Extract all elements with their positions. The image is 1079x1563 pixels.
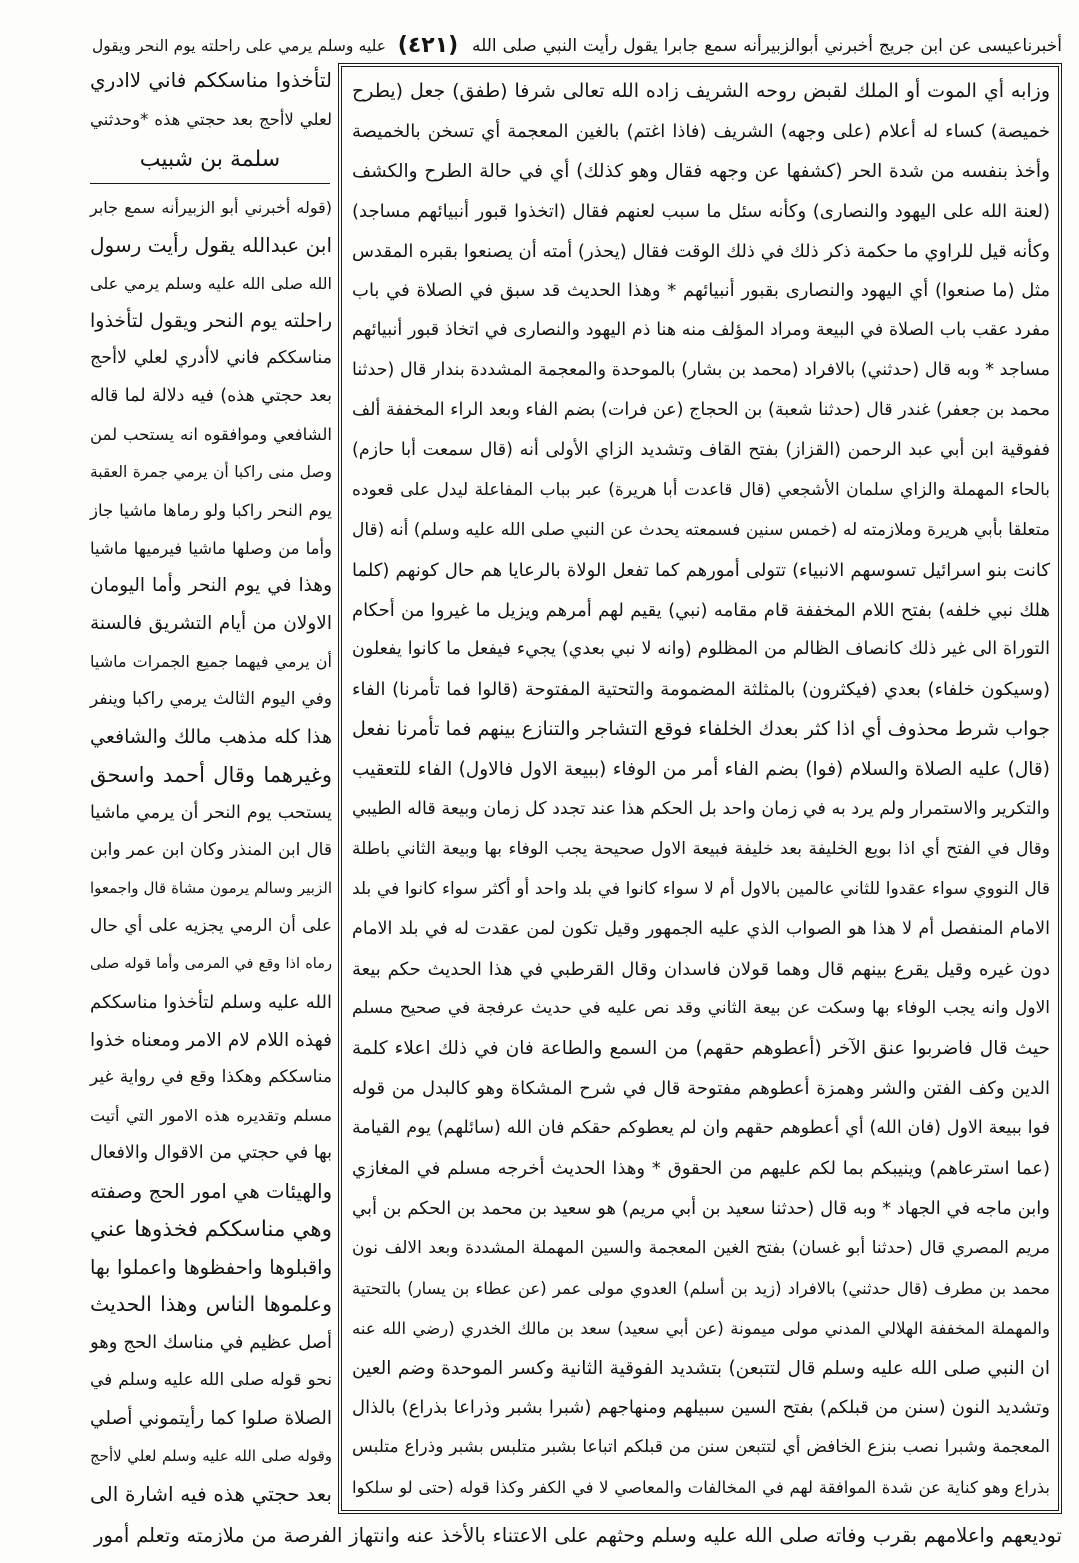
main-commentary-line	[350, 311, 1050, 351]
main-commentary-line-text: والمهملة المخففة الهلالي المدني مولى ميمونة (عن أبي سعيد) سعد بن مالك الخدري (رضي الله عنه	[352, 1318, 1050, 1338]
main-commentary-line-text: (قال) عليه الصلاة والسلام (فوا) بضم الفاء أمر من الوفاء (ببيعة الاول فالاول) الفاء للتعقيب	[352, 759, 1050, 781]
margin-commentary-line-text: ابن عبدالله يقول رأيت رسول	[90, 232, 332, 257]
margin-commentary-line	[88, 227, 332, 265]
running-header-right	[470, 28, 1062, 64]
main-commentary-line	[350, 1149, 1050, 1189]
main-commentary-line-text: مريم المصري قال (حدثنا أبو غسان) بفتح الغين المعجمة والسين المهملة المشددة وبعد الالف نون	[352, 1237, 1050, 1258]
margin-commentary-line	[88, 1438, 332, 1476]
main-commentary-line	[350, 790, 1050, 830]
hadith-text-column	[88, 60, 332, 180]
main-commentary-line	[350, 391, 1050, 431]
margin-commentary-line-text: وغيرهما وقال أحمد واسحق	[90, 762, 332, 787]
main-commentary-line-text: كانت بنو اسرائيل تسوسهم الانبياء) تتولى أمورهم كما تفعل الولاة بالرعايا هم حال كونهم (كلما	[352, 559, 1050, 581]
main-commentary-line-text: (لعنة الله على اليهود والنصارى) وكأنه سئل ما سبب لعنهم فقال (اتخذوا قبور أنبيائهم مساجد)	[352, 200, 1050, 222]
main-commentary-line-text: قال النووي سواء عقدوا للثاني عالمين بالاول أم لا سواء كانوا في بلد واحد أو أكثر سواء كانوا في بلد	[352, 878, 1050, 899]
margin-commentary-line	[88, 1249, 332, 1287]
margin-commentary-line	[88, 303, 332, 341]
margin-commentary-line-text: مسلم وتقديره هذه الامور التي أتيت	[90, 1106, 332, 1126]
main-commentary-line	[350, 1229, 1050, 1269]
margin-commentary-line	[88, 1097, 332, 1135]
margin-commentary-line-text: وأما من وصلها ماشيا فيرميها ماشيا	[90, 538, 332, 558]
main-commentary-line	[350, 152, 1050, 192]
margin-commentary-line-text: مناسككم وهكذا وقع في رواية غير	[90, 1067, 332, 1088]
main-commentary-line-text: دون غيره وقيل يقرع بينهم قال وهما قولان فاسدان وقال القرطبي في هذا الحديث حكم بيعة	[352, 958, 1050, 980]
main-commentary-line-text: (وسيكون خلفاء) بعدي (فيكثرون) بالمثلثة المضمومة والتحتية المفتوحة (قالوا فما تأمرنا) الفاء	[352, 679, 1050, 701]
main-commentary-line	[350, 710, 1050, 750]
main-commentary-line	[350, 591, 1050, 631]
margin-commentary-line	[88, 832, 332, 870]
main-commentary-line-text: محمد بن جعفر) غندر قال (حدثنا شعبة) بن الحجاج (عن فرات) بضم الفاء وبعد الراء المخففة ألف	[352, 400, 1050, 421]
margin-commentary-line-text: الزبير وسالم يرمون مشاة قال واجمعوا	[90, 879, 332, 898]
main-commentary-line-text: ففوقية ابن أبي عبد الرحمن (القزاز) بفتح القاف وتشديد الزاي الأولى أنه (قال سمعت أبا حازم)	[352, 440, 1050, 461]
main-commentary-line	[350, 989, 1050, 1029]
main-commentary-line	[350, 431, 1050, 471]
margin-commentary-line	[88, 1173, 332, 1211]
margin-commentary-line	[88, 681, 332, 719]
main-commentary-line-text: الدين وكف الفتن والشر وهمزة أعطوهم مفتوحة قال في شرح المشكاة وهو كالبدل من قوله	[352, 1078, 1050, 1100]
main-commentary	[350, 72, 1050, 1508]
hadith-text-line-text: لتأخذوا مناسككم فاني لاادري	[90, 68, 332, 92]
margin-commentary-line	[88, 1362, 332, 1400]
main-commentary-line	[350, 112, 1050, 152]
margin-commentary-line-text: قال ابن المنذر وكان ابن عمر وابن	[90, 840, 332, 861]
main-commentary-line	[350, 1189, 1050, 1229]
margin-commentary-line-text: وعلموها الناس وهذا الحديث	[90, 1292, 332, 1317]
margin-commentary-line	[88, 1476, 332, 1514]
main-commentary-line-text: خميصة) كساء له أعلام (على وجهه) الشريف (فاذا اغتم) بالغين المعجمة أي تسخن بالخميصة	[352, 120, 1050, 142]
margin-commentary-line	[88, 984, 332, 1022]
margin-commentary-line	[88, 1022, 332, 1060]
margin-commentary-line-text: وهي مناسككم فخذوها عني	[90, 1216, 332, 1242]
main-commentary-line-text: مثل (ما صنعوا) أي اليهود والنصارى بقبور أنبيائهم * وهذا الحديث قد سبق في الصلاة في باب	[352, 280, 1050, 302]
main-commentary-line-text: (عما استرعاهم) وينيبكم بما لكم عليهم من الحقوق * وهذا الحديث أخرجه مسلم في المغازي	[352, 1158, 1050, 1180]
main-commentary-line-text: وكأنه قيل للراوي ما حكمة ذكر ذلك في ذلك الوقت فقال (يحذر) أمته أن يصنعوا بقبره المقدس	[352, 240, 1050, 262]
main-commentary-line	[350, 750, 1050, 790]
main-commentary-line	[350, 72, 1050, 112]
main-commentary-line-text: بالحاء المهملة والزاي سلمان الأشجعي (قال قاعدت أبا هريرة) عبر بباب المفاعلة ليدل على قعوده	[352, 479, 1050, 500]
margin-commentary-line	[88, 1400, 332, 1438]
main-commentary-line-text: محمد بن مطرف (قال حدثني) بالافراد (زيد بن أسلم) العدوي مولى عمر (عن عطاء بن يسار) بالتحتية	[352, 1278, 1050, 1298]
catchword-line	[92, 1520, 1062, 1552]
main-commentary-line	[350, 1269, 1050, 1309]
main-commentary-line	[350, 192, 1050, 232]
margin-commentary-line	[88, 378, 332, 416]
margin-commentary-line	[88, 908, 332, 946]
main-commentary-line	[350, 950, 1050, 990]
margin-commentary-line-text: بعد حجتي هذه) فيه دلالة لما قاله	[90, 386, 332, 407]
main-commentary-line	[350, 830, 1050, 870]
margin-commentary-line-text: الله عليه وسلم لتأخذوا مناسككم	[90, 991, 332, 1013]
margin-commentary-line-text: الله صلى الله عليه وسلم يرمي على	[90, 273, 332, 293]
main-commentary-line	[350, 910, 1050, 950]
main-commentary-line-text: وأخذ بنفسه من شدة الحر (كشفها عن وجهه فقال وهو كذلك) أي في حالة الطرح والكشف	[352, 160, 1050, 182]
main-commentary-line	[350, 1069, 1050, 1109]
page-number	[390, 28, 466, 64]
page-number-text: (٤٢١)	[397, 33, 459, 58]
main-commentary-line-text: ان النبي صلى الله عليه وسلم قال لتتبعن) بتشديد الفوقية الثانية وكسر الموحدة وضم العين	[352, 1357, 1050, 1379]
main-commentary-line	[350, 232, 1050, 272]
running-header-left	[90, 28, 386, 64]
margin-commentary-line	[88, 1286, 332, 1324]
main-commentary-line-text: مساجد * وبه قال (حدثني) بالافراد (محمد بن بشار) بالموحدة والمعجمة المشددة بندار قال (حدثنا	[352, 360, 1050, 381]
main-commentary-line-text: الامام المنفصل أم لا هذا هو الصواب الذي عليه الجمهور وقيل تكون لمن عقدت له في بلد الامام	[352, 918, 1050, 939]
main-commentary-line-text: التوراة الى غير ذلك كانصاف الظالم من المظلوم (وانه لا نبي بعدي) يجيء فيفعل ما كانوا يفعلون	[352, 639, 1050, 660]
catchword-line-text: توديعهم واعلامهم بقرب وفاته صلى الله عليه وسلم وحثهم على الاعتناء بالأخذ عنه وانتهاز الفرصة من ملازمته وتعلم أمور	[94, 1524, 1062, 1547]
hadith-text-line-text: سلمة بن شبيب	[139, 147, 281, 172]
margin-commentary-line	[88, 492, 332, 530]
main-commentary-frame	[338, 63, 1062, 1514]
margin-commentary-line	[88, 1135, 332, 1173]
main-commentary-line-text: حيث قال فاضربوا عنق الآخر (أعطوهم حقهم) من السمع والطاعة فان في ذلك اعلاء كلمة	[352, 1038, 1050, 1060]
margin-commentary-line-text: يستحب يوم النحر أن يرمي ماشيا	[90, 802, 332, 823]
margin-commentary-line	[88, 870, 332, 908]
margin-commentary-line-text: الشافعي وموافقوه انه يستحب لمن	[90, 425, 332, 445]
main-commentary-line	[350, 870, 1050, 910]
main-commentary-line	[350, 1109, 1050, 1149]
hadith-text-line	[88, 60, 332, 100]
margin-commentary-line	[88, 1324, 332, 1362]
column-divider-rule	[90, 183, 330, 184]
margin-commentary-line-text: على أن الرمي يجزيه على أي حال	[90, 916, 332, 937]
margin-commentary-line	[88, 946, 332, 984]
margin-commentary-line	[88, 719, 332, 757]
main-commentary-line	[350, 511, 1050, 551]
margin-commentary-line	[88, 265, 332, 303]
main-commentary-line	[350, 1029, 1050, 1069]
margin-commentary-line	[88, 795, 332, 833]
main-commentary-line	[350, 471, 1050, 511]
margin-commentary-line	[88, 340, 332, 378]
margin-commentary-line	[88, 757, 332, 795]
margin-commentary-line-text: والهيئات هي امور الحج وصفته	[90, 1179, 332, 1203]
main-commentary-line-text: فوا ببيعة الاول (فان الله) أي أعطوهم حقهم وان لم يعطوكم حقكم فان الله (سائلهم) يوم القيامة	[352, 1118, 1050, 1139]
margin-commentary-line-text: واقبلوها واحفظوها واعملوا بها	[90, 1255, 332, 1279]
main-commentary-line-text: هلك نبي خلفه) بفتح اللام المخففة قام مقامه (نبي) يقيم لهم أمرهم ويزيل ما غيروا من أحكام	[352, 599, 1050, 621]
main-commentary-line	[350, 551, 1050, 591]
margin-commentary-line-text: رماه اذا وقع في المرمى وأما قوله صلى	[90, 955, 332, 972]
margin-commentary-line	[88, 605, 332, 643]
main-commentary-line-text: وتشديد النون (سنن من قبلكم) بفتح السين سبيلهم ومنهاجهم (شبرا بشبر وذراعا بذراع) بالذال	[352, 1397, 1050, 1419]
margin-commentary-line	[88, 189, 332, 227]
running-header-left-text: عليه وسلم يرمي على راحلته يوم النحر ويقول	[92, 37, 386, 55]
main-commentary-line	[350, 670, 1050, 710]
margin-commentary-line-text: بعد حجتي هذه فيه اشارة الى	[90, 1481, 332, 1506]
main-commentary-line-text: وقال في الفتح أي اذا بويع الخليفة بعد خليفة فبيعة الاول صحيحة يجب الوفاء بها وبيعة الثاني باطلة	[352, 838, 1050, 859]
margin-commentary-line-text: هذا كله مذهب مالك والشافعي	[90, 725, 332, 748]
hadith-text-line-text: لعلي لاأحج بعد حجتي هذه *وحدثني	[90, 110, 332, 129]
margin-commentary-line-text: أصل عظيم في مناسك الحج وهو	[90, 1332, 332, 1354]
main-commentary-line-text: المعجمة وشبرا نصب بنزع الخافض أي لتتبعن سنن من قبلكم اتباعا بشبر متلبس بشبر وذراع متلبس	[352, 1437, 1050, 1458]
margin-commentary-line-text: فهذه اللام لام الامر ومعناه خذوا	[90, 1029, 332, 1051]
margin-commentary-line-text: بها في حجتي من الاقوال والافعال	[90, 1143, 332, 1164]
main-commentary-line-text: وزابه أي الموت أو الملك لقبض روحه الشريف زاده الله تعالى شرفا (طفق) جعل (يطرح	[352, 80, 1050, 102]
margin-commentary-line-text: الاولان من أيام التشريق فالسنة	[90, 613, 332, 635]
main-commentary-line	[350, 1468, 1050, 1508]
margin-commentary-line	[88, 416, 332, 454]
margin-commentary-line-text: الصلاة صلوا كما رأيتموني أصلي	[90, 1408, 332, 1429]
main-commentary-line	[350, 351, 1050, 391]
margin-commentary-line-text: وقوله صلى الله عليه وسلم لعلي لاأحج	[90, 1446, 332, 1465]
hadith-text-line	[88, 140, 332, 180]
main-commentary-line-text: بذراع وهو كناية عن شدة الموافقة لهم في المخالفات والمعاصي لا في الكفر وكذا قوله (حتى لو سلكوا	[352, 1478, 1050, 1498]
main-commentary-line-text: وابن ماجه في الجهاد * وبه قال (حدثنا سعيد بن أبي مريم) هو سعيد بن محمد بن الحكم بن أبي	[352, 1197, 1050, 1219]
main-commentary-line-text: متعلقا بأبي هريرة وملازمته له (خمس سنين فسمعته يحدث عن النبي صلى الله عليه وسلم) أنه (قال	[352, 519, 1050, 540]
margin-commentary-line-text: وهذا في يوم النحر وأما اليومان	[90, 575, 332, 597]
margin-commentary-line	[88, 454, 332, 492]
main-commentary-line	[350, 1388, 1050, 1428]
margin-commentary-line	[88, 567, 332, 605]
main-commentary-line	[350, 630, 1050, 670]
main-commentary-line	[350, 1309, 1050, 1349]
main-commentary-line-text: جواب شرط محذوف أي اذا كثر بعدك الخلفاء فوقع التشاجر والتنازع بينهم فما تأمرنا نفعل	[352, 718, 1050, 741]
margin-commentary-line-text: راحلته يوم النحر ويقول لتأخذوا	[90, 309, 332, 332]
margin-commentary-line	[88, 530, 332, 568]
running-header-right-text: أخبرناعيسى عن ابن جريج أخبرني أبوالزبيرأنه سمع جابرا يقول رأيت النبي صلى الله	[472, 36, 1062, 56]
margin-commentary-line-text: أن يرمي فيهما جميع الجمرات ماشيا	[90, 652, 332, 672]
main-commentary-line	[350, 1349, 1050, 1389]
main-commentary-line-text: مفرد عقب باب الصلاة في البيعة ومراد المؤلف منه هنا ذم اليهود والنصارى في اتخاذ قبور أنبيائهم	[352, 320, 1050, 341]
hadith-text-line	[88, 100, 332, 140]
main-commentary-line-text: والتكرير والاستمرار ولم يرد به في زمان واحد بل الحكم هذا عند تجدد كل زمان وبيعة قاله الطيبي	[352, 799, 1050, 820]
margin-commentary-line-text: نحو قوله صلى الله عليه وسلم في	[90, 1370, 332, 1391]
margin-commentary-line-text: (قوله أخبرني أبو الزبيرأنه سمع جابر	[90, 198, 332, 217]
margin-commentary-line-text: مناسككم فاني لاأدري لعلي لاأحج	[90, 348, 332, 369]
margin-commentary-line-text: وصل منى راكبا أن يرمي جمرة العقبة	[90, 462, 332, 481]
main-commentary-line	[350, 1428, 1050, 1468]
margin-commentary	[88, 189, 332, 1514]
margin-commentary-line	[88, 1059, 332, 1097]
margin-commentary-line-text: وفي اليوم الثالث يرمي راكبا وينفر	[90, 688, 332, 709]
margin-commentary-line-text: يوم النحر راكبا ولو رماها ماشيا جاز	[90, 500, 332, 520]
margin-commentary-line	[88, 1211, 332, 1249]
main-commentary-line	[350, 271, 1050, 311]
main-commentary-line-text: الاول وانه يجب الوفاء بها وسكت عن بيعة الثاني وقد نص عليه في حديث عرفجة في صحيح مسلم	[352, 998, 1050, 1019]
margin-commentary-line	[88, 643, 332, 681]
